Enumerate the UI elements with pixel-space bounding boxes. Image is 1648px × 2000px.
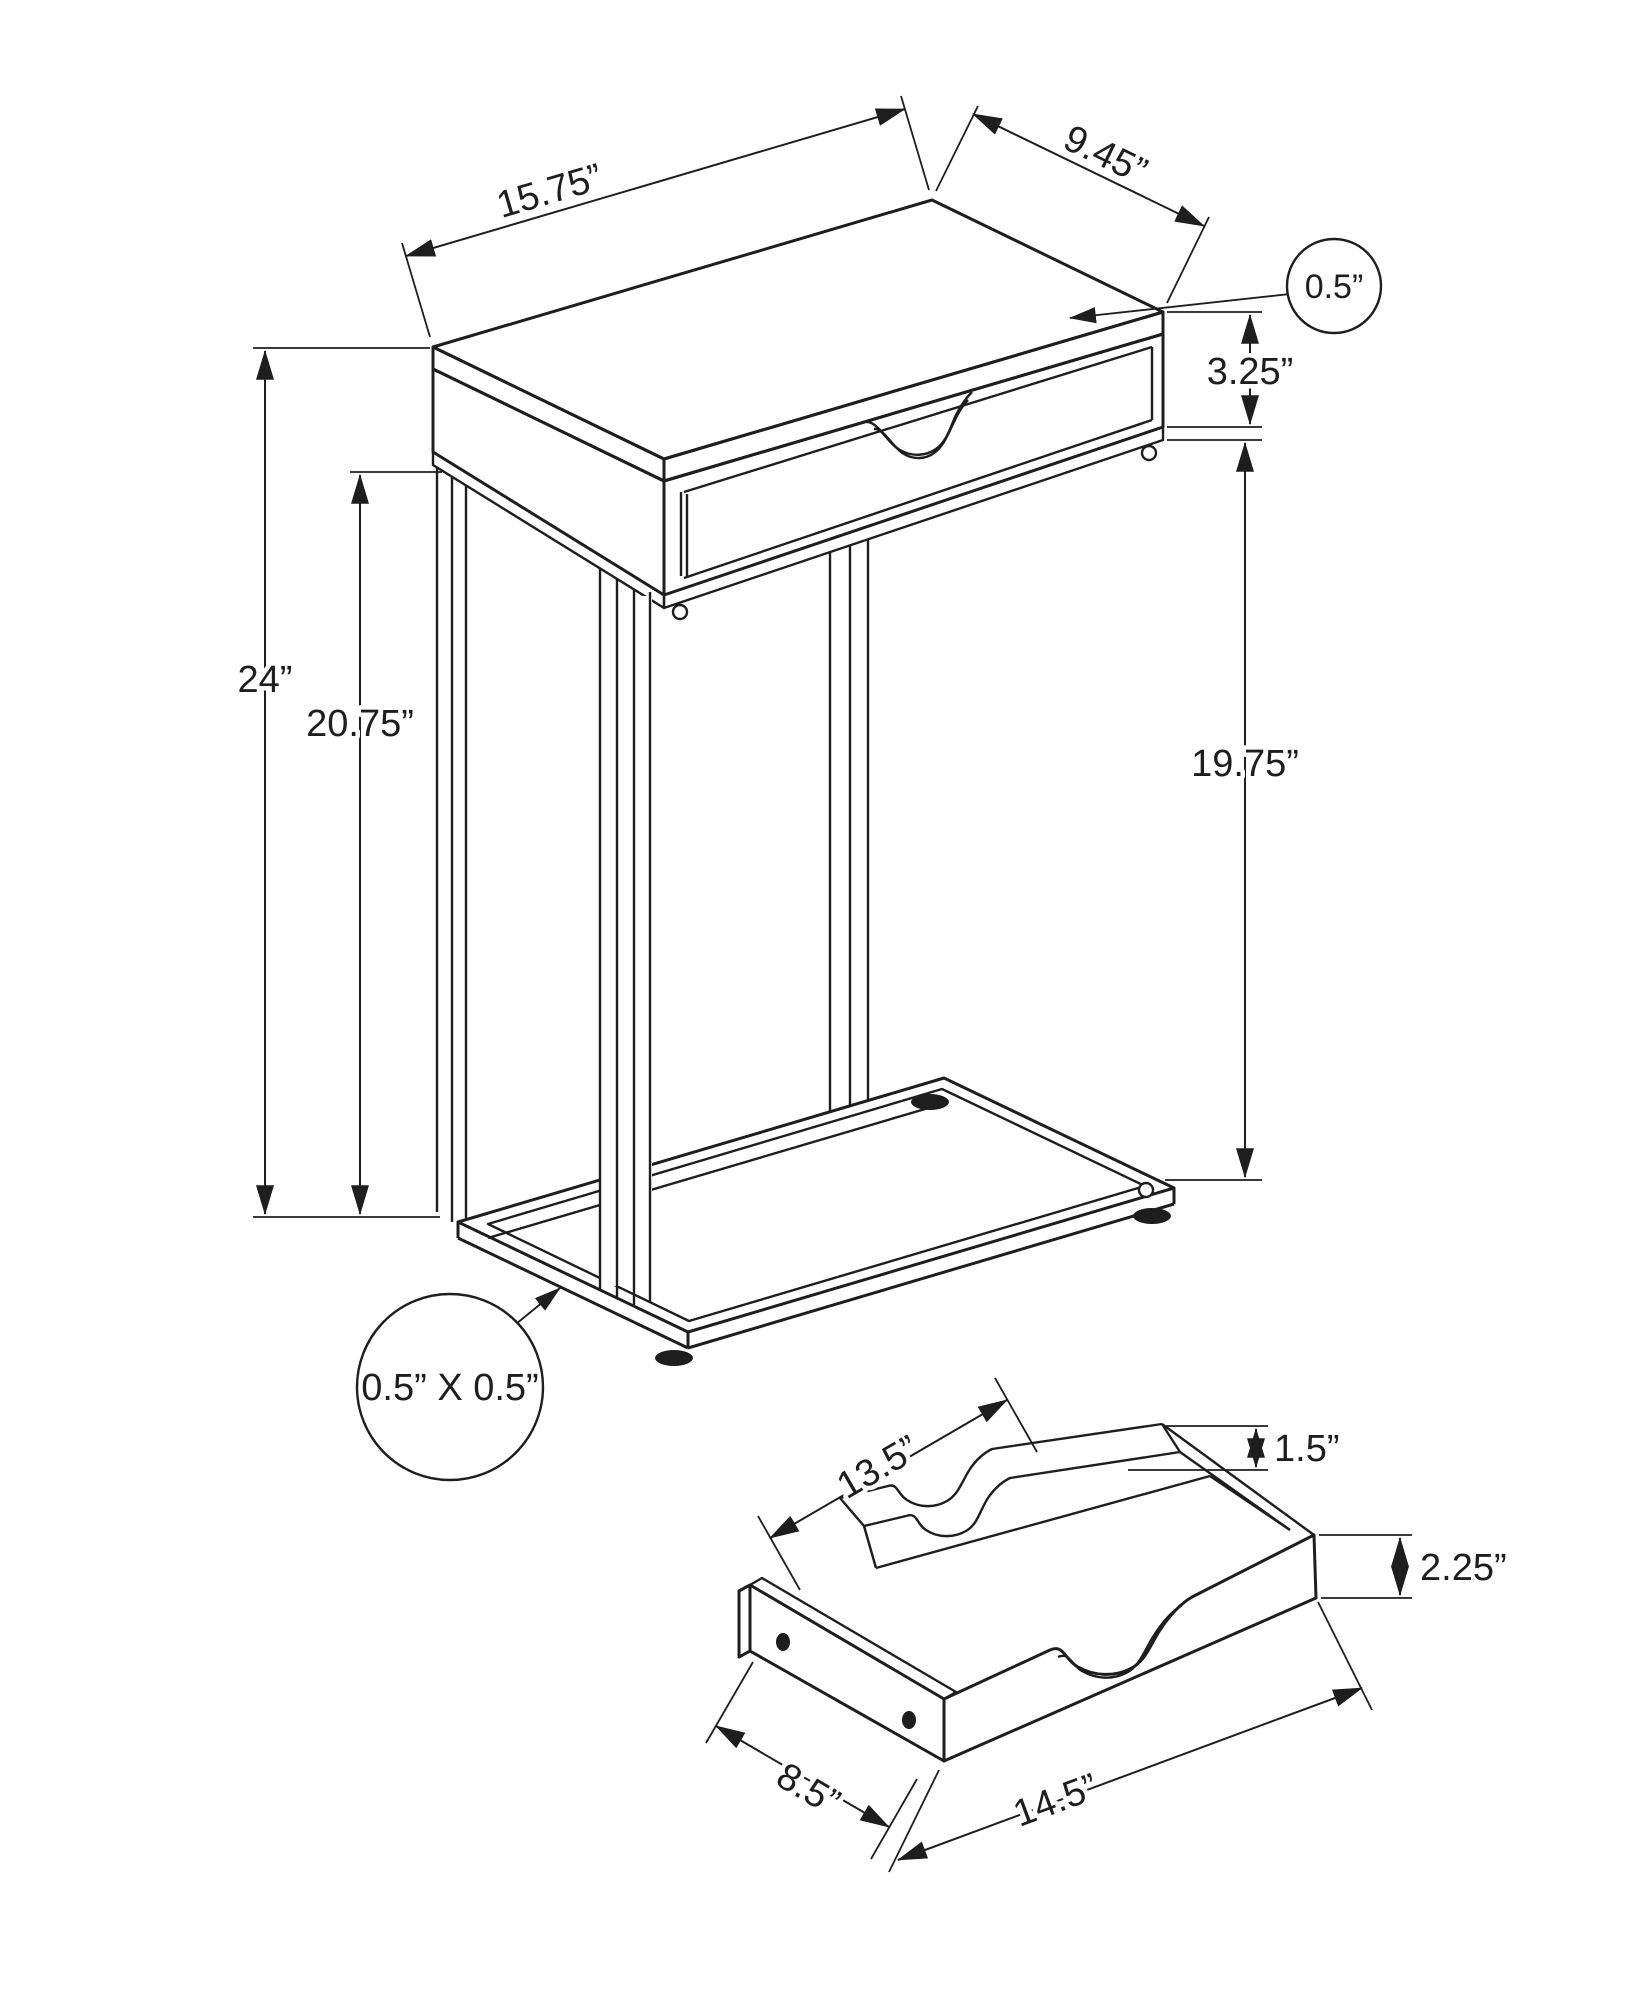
ext-line <box>1167 217 1209 303</box>
dim-label-inner-width: 13.5” <box>829 1427 926 1508</box>
leader-line <box>516 1288 560 1324</box>
base-inner-top <box>488 1089 1145 1321</box>
frame-legs <box>436 468 870 1307</box>
ext-line <box>871 1779 917 1859</box>
leg-front-mask <box>599 596 652 1286</box>
leader-line <box>1070 294 1290 318</box>
drawer-screw-2 <box>902 1711 916 1729</box>
drawer-right-side-inner-bottom <box>1210 1476 1290 1530</box>
ext-line <box>706 1662 753 1743</box>
ext-line <box>936 106 978 191</box>
dim-label-back-panel-lip: 1.5” <box>1274 1428 1340 1470</box>
main-table-view <box>238 96 1381 1480</box>
drawer-front-bottom-gap <box>684 420 1152 578</box>
dimension-overall-height <box>238 348 440 1217</box>
dimension-drawer-inner-width <box>758 1378 1037 1590</box>
foot-right <box>1133 1208 1171 1224</box>
rail-screw-left <box>673 605 687 619</box>
dimension-top-length <box>402 96 929 337</box>
tabletop-left-edge-face <box>433 347 664 481</box>
dimension-top-depth <box>936 106 1209 303</box>
dim-label-top-length: 15.75” <box>491 156 608 227</box>
dim-label-top-thickness: 0.5” <box>1304 268 1364 306</box>
dim-label-frame-tube-size: 0.5” X 0.5” <box>361 1367 539 1409</box>
drawer-side-edge-strip <box>739 1585 750 1657</box>
dim-label-frame-height: 20.75” <box>306 703 414 745</box>
drawer-side-panel <box>750 1585 944 1761</box>
base-outer-top <box>458 1078 1174 1332</box>
dimension-underside-clearance <box>1165 440 1299 1180</box>
foot-front <box>655 1350 693 1366</box>
dim-label-top-depth: 9.45” <box>1057 117 1154 194</box>
dim-line <box>406 109 905 256</box>
dim-label-drawer-front-width: 14.5” <box>1007 1765 1104 1836</box>
drawer-back-inner-left <box>864 1526 876 1568</box>
drawer-front-panel <box>944 1535 1316 1761</box>
dim-label-drawer-section-height: 3.25” <box>1206 351 1294 393</box>
dimension-drawer-height <box>1319 1535 1507 1598</box>
dim-label-drawer-depth: 8.5” <box>769 1754 847 1825</box>
rail-screw-right <box>1142 446 1156 460</box>
callout-top-thickness <box>1070 239 1381 333</box>
drawer-front-top-gap <box>684 347 1152 492</box>
foot-back <box>911 1094 949 1110</box>
callout-frame-tube-size <box>357 1288 560 1480</box>
base-bottom-front-edge <box>688 1204 1174 1348</box>
ext-line <box>402 243 430 337</box>
drawer-back-inner-bottom <box>876 1476 1210 1568</box>
dim-label-drawer-height: 2.25” <box>1420 1547 1507 1589</box>
dimension-drawer-front-width <box>889 1602 1372 1872</box>
ext-line <box>901 96 929 190</box>
drawer-screw-1 <box>776 1633 790 1651</box>
drawer-detail-view <box>706 1378 1507 1872</box>
dim-line <box>898 1688 1362 1860</box>
tabletop <box>433 200 1163 481</box>
dimension-frame-height <box>306 472 442 1214</box>
dim-label-overall-height: 24” <box>237 659 293 701</box>
drawer-body <box>739 1424 1316 1761</box>
dimension-drawer-section-height <box>1167 312 1293 427</box>
drawer-handle-cutout <box>866 392 972 455</box>
dimension-drawer-depth <box>706 1662 917 1859</box>
ext-line <box>995 1378 1037 1452</box>
dimension-back-panel-lip <box>1128 1426 1339 1470</box>
base-screw-right <box>1139 1183 1153 1197</box>
drawer-front-handle-lip <box>1058 1605 1182 1678</box>
dim-label-underside-clearance: 19.75” <box>1191 743 1299 785</box>
base-frame <box>458 1078 1174 1366</box>
base-back-tube-inner-face <box>488 1104 942 1238</box>
drawer-back-right-end <box>1162 1424 1180 1452</box>
